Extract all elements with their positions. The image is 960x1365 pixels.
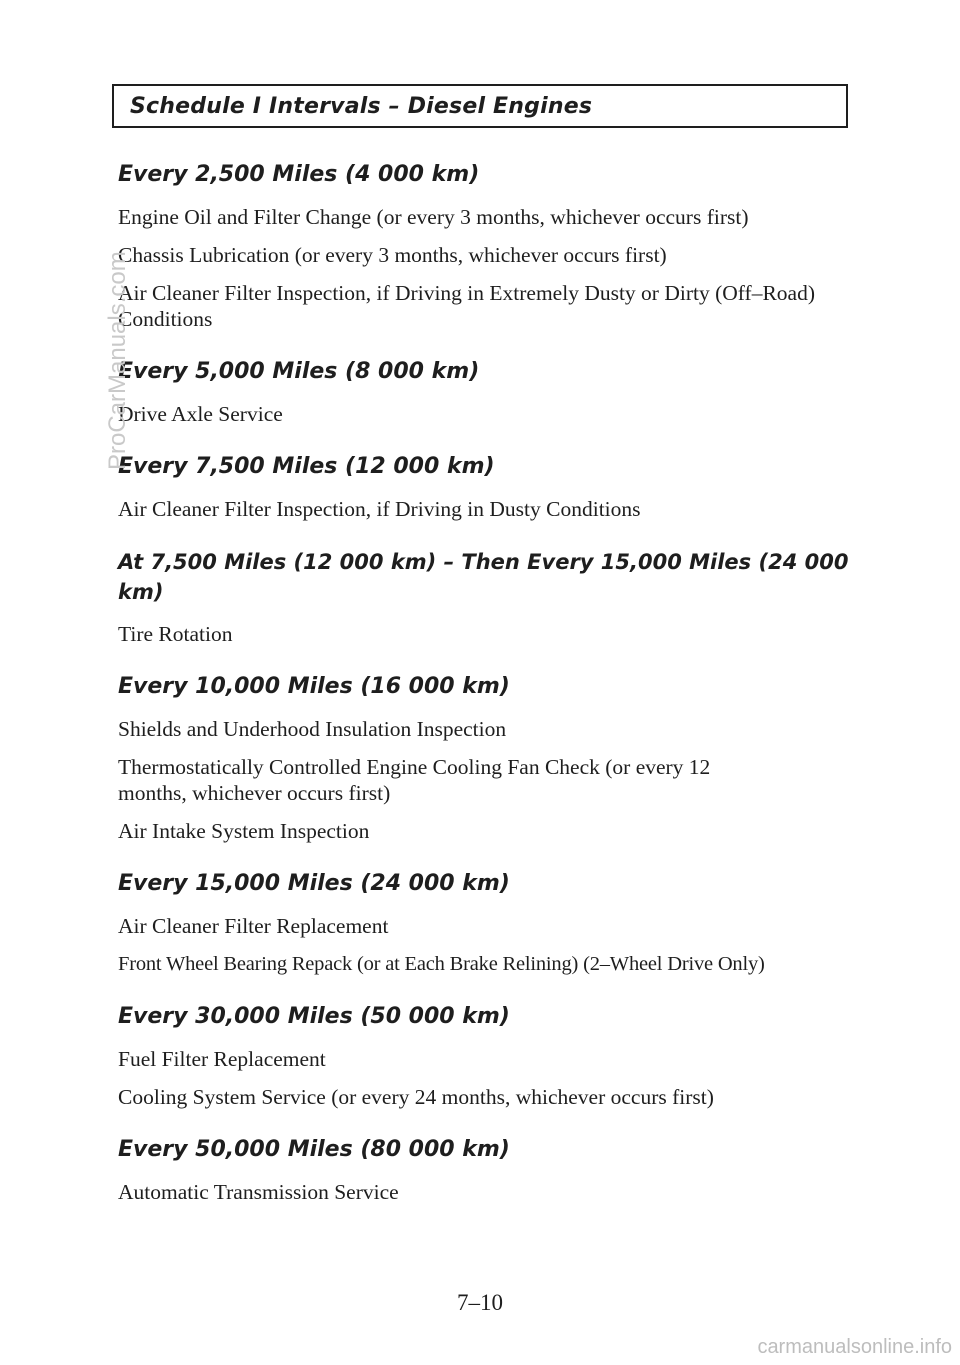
interval-7500-miles [118,452,878,522]
service-item: Automatic Transmission Service [118,1180,399,1204]
service-item: Chassis Lubrication (or every 3 months, whichever occurs first) [118,243,667,267]
page-number: 7–10 [457,1290,503,1315]
service-item: Air Cleaner Filter Inspection, if Driving in Extremely Dusty or Dirty (Off–Road) Conditions [118,281,816,331]
interval-heading: Every 15,000 Miles (24 000 km) [118,871,510,896]
interval-heading: Every 5,000 Miles (8 000 km) [118,359,480,384]
interval-heading: Every 2,500 Miles (4 000 km) [118,162,480,187]
service-item: Air Cleaner Filter Replacement [118,914,389,938]
service-item: Air Intake System Inspection [118,819,370,843]
interval-heading: Every 7,500 Miles (12 000 km) [118,454,495,479]
service-item: Front Wheel Bearing Repack (or at Each Brake Relining) (2–Wheel Drive Only) [118,953,765,975]
section-title-box [112,84,848,128]
service-item: Shields and Underhood Insulation Inspection [118,717,507,741]
service-item: Cooling System Service (or every 24 months, whichever occurs first) [118,1085,714,1109]
interval-10000-miles [118,672,878,844]
service-item: Air Cleaner Filter Inspection, if Driving in Dusty Conditions [118,497,641,521]
interval-7500-then-15000-miles [118,547,878,647]
interval-2500-miles [118,160,878,332]
interval-5000-miles [118,357,878,427]
service-item: Thermostatically Controlled Engine Cooling Fan Check (or every 12 months, whichever occurs first) [118,755,711,805]
section-title: Schedule I Intervals – Diesel Engines [130,93,593,119]
interval-heading: Every 30,000 Miles (50 000 km) [118,1004,510,1029]
interval-50000-miles [118,1135,878,1205]
service-item: Engine Oil and Filter Change (or every 3 months, whichever occurs first) [118,205,749,229]
maintenance-schedule [118,160,878,1230]
bottom-watermark: carmanualsonline.info [757,1336,952,1358]
service-item: Drive Axle Service [118,402,283,426]
interval-heading: Every 50,000 Miles (80 000 km) [118,1137,510,1162]
interval-heading: Every 10,000 Miles (16 000 km) [118,674,510,699]
interval-30000-miles [118,1002,878,1110]
side-watermark: ProCarManuals.com [104,251,131,470]
service-item: Fuel Filter Replacement [118,1047,326,1071]
interval-heading: At 7,500 Miles (12 000 km) – Then Every 15,000 Miles (24 000 km) [118,550,849,604]
interval-15000-miles [118,869,878,977]
service-item: Tire Rotation [118,622,233,646]
